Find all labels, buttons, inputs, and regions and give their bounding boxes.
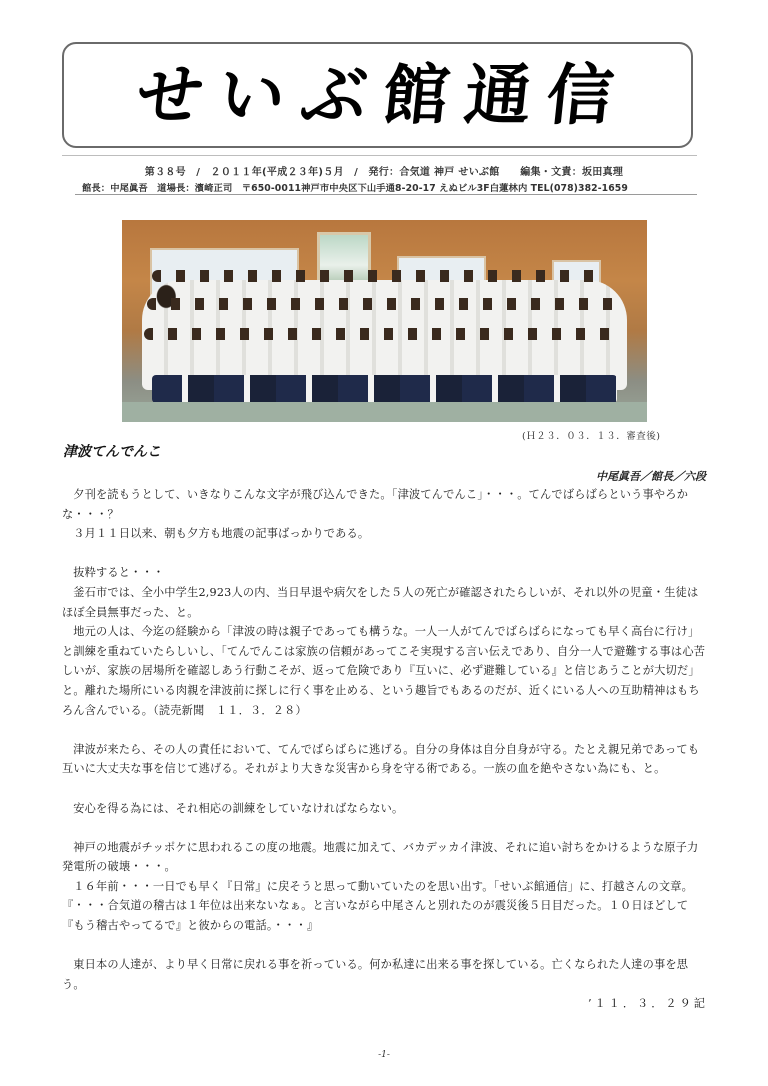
paragraph: 津波が来たら、その人の責任において、てんでばらばらに逃げる。自分の身体は自分自身が守る。たとえ親兄弟であっても互いに大丈夫な事を信じて逃げる。それがより大きな災害から身を守る術である。一族の血を絶やさない為にも、と。 <box>62 742 700 776</box>
paragraph: 神戸の地震がチッポケに思われるこの度の地震。地震に加えて、バカデッカイ津波、それに追い討ちをかけるような原子力発電所の破壊・・・。 <box>62 840 699 874</box>
article-title: 津波てんでんこ <box>63 444 161 460</box>
paragraph-gap <box>62 544 708 564</box>
paragraph: 抜粋すると・・・ <box>73 566 165 580</box>
article-byline: 中尾眞吾／館長／六段 <box>596 470 706 483</box>
divider <box>75 194 697 195</box>
paragraph: 東日本の人達が、より早く日常に戻れる事を祈っている。何か私達に出来る事を探している。亡くなられた人達の事を思う。 <box>62 958 689 991</box>
heads-row <box>152 270 607 282</box>
paragraph: 釜石市では、全小中学生2,923人の内、当日早退や病欠をした５人の死亡が確認されたらしいが、それ以外の児童・生徒はほぼ全員無事だった、と。 <box>62 585 699 619</box>
heads-row <box>147 298 617 310</box>
paragraph: ３月１１日以来、朝も夕方も地震の記事ばっかりである。 <box>73 527 370 541</box>
paragraph-gap <box>62 818 708 838</box>
page-number: -1- <box>378 1050 390 1060</box>
paragraph-gap <box>62 720 708 740</box>
newsletter-title: せいぶ館通信 <box>132 56 633 134</box>
group-photo <box>122 220 647 422</box>
masthead-box <box>62 42 693 148</box>
photo-caption: (Ｈ２３．０３．１３．審査後) <box>522 431 661 442</box>
article-signoff-date: ’１１．３．２９記 <box>587 997 708 1011</box>
paragraph: １６年前・・・一日でも早く『日常』に戻そうと思って動いていたのを思い出す。「せいぶ館通信」に、打越さんの文章。『・・・合気道の稽古は１年位は出来ないなぁ。と言いながら中尾さんと別れたのが震災後５日目だった。１０日ほどして『もう稽古やってるで』と彼からの電話。・・・』 <box>62 879 694 933</box>
tatami-mat <box>122 402 647 422</box>
hakama-row <box>152 375 617 403</box>
paragraph-gap <box>62 936 708 956</box>
dojo-contact-line: 館長：中尾眞吾 道場長：濱崎正司 〒650-0011神戸市中央区下山手通8-20-17 えぬビル3F白蓮林内 TEL(078)382-1659 <box>82 183 628 194</box>
paragraph: 地元の人は、今迄の経験から「津波の時は親子であっても構うな。一人一人がてんでばらばらになっても早く高台に行け」と訓練を重ねていたらしいし、「てんでんこは家族の信頼があってこそ実現する言い伝えであり、自分一人で避難する事は心苦しいが、家族の居場所を確認しあう行動こそが、返って危険であり『互いに、必ず避難している』と信じあうことが大切だ」と。離れた場所にいる肉親を津波前に探しに行く事を止める、という趣旨でもあるのだが、近くにいる人への互助精神はもちろん含んでいる。（読売新聞 １１．３．２８） <box>62 625 706 717</box>
paragraph-gap <box>62 779 708 799</box>
heads-row <box>144 328 621 340</box>
paragraph: 夕刊を読もうとして、いきなりこんな文字が飛び込んできた。「津波てんでんこ」・・・。てんでばらばらという事やろかな・・・？ <box>62 488 689 521</box>
paragraph: 安心を得る為には、それ相応の訓練をしていなければならない。 <box>73 801 404 815</box>
issue-info-line: 第３８号 / ２０１１年(平成２３年)５月 / 発行：合気道 神戸 せいぶ館 編集・文責：坂田真理 <box>144 167 624 178</box>
divider <box>62 155 697 156</box>
article-body <box>62 485 708 1014</box>
